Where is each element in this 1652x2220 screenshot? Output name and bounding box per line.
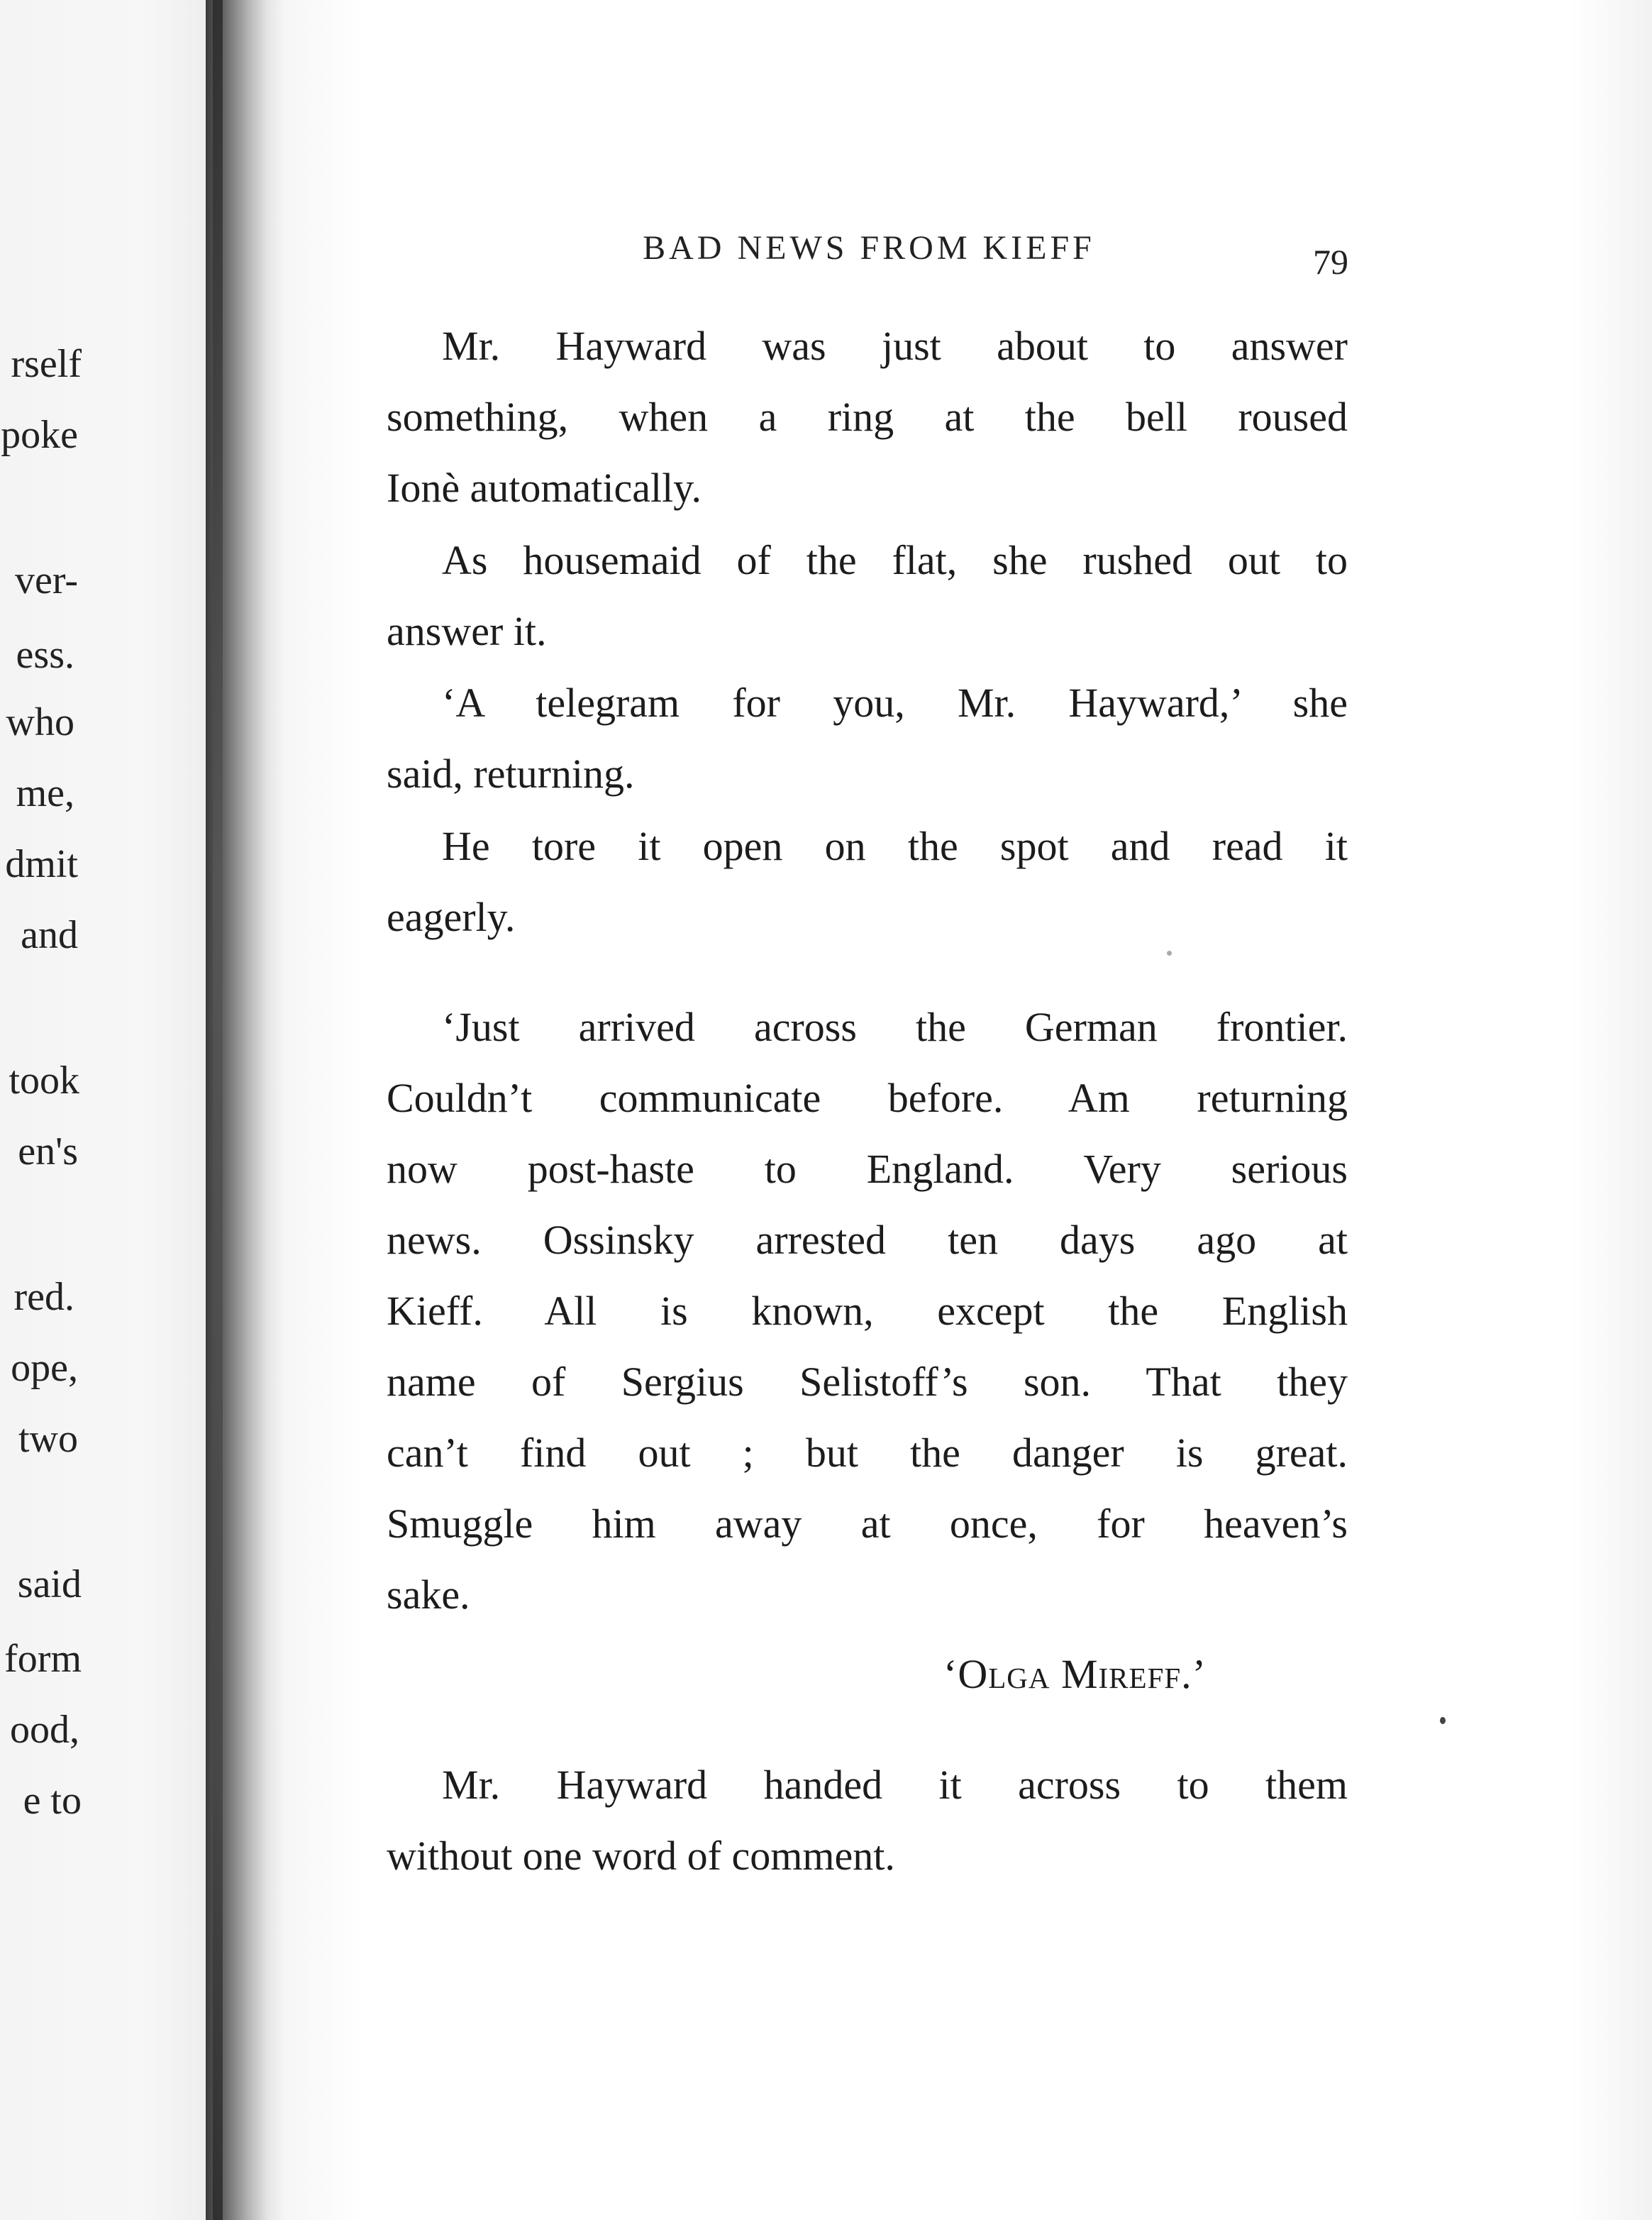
text-line: As housemaid of the flat, she rushed out to — [442, 537, 1348, 583]
telegram-line: Smuggle him away at once, for heaven’s — [387, 1501, 1348, 1547]
running-head: BAD NEWS FROM KIEFF — [643, 229, 1095, 267]
telegram-line: name of Sergius Selistoff’s son. That they — [387, 1359, 1348, 1405]
left-fragment: rself — [11, 342, 82, 386]
left-fragment: red. — [13, 1275, 74, 1319]
left-fragment: form — [4, 1637, 82, 1681]
left-fragment: ver- — [14, 558, 78, 602]
left-fragment: ope, — [11, 1346, 78, 1390]
left-page-fragment — [0, 0, 206, 2220]
text-line: without one word of comment. — [387, 1833, 895, 1879]
page-edge — [213, 0, 223, 2220]
left-fragment: who — [6, 700, 74, 744]
text-line: said, returning. — [387, 751, 635, 797]
left-fragment: and — [21, 913, 78, 957]
text-line: Mr. Hayward handed it across to them — [442, 1762, 1348, 1808]
left-fragment: me, — [16, 771, 74, 815]
text-line: eagerly. — [387, 894, 516, 940]
telegram-line: news. Ossinsky arrested ten days ago at — [387, 1217, 1348, 1263]
left-fragment: e to — [23, 1779, 82, 1823]
text-line: something, when a ring at the bell roused — [387, 394, 1348, 440]
paper-speck — [1440, 1717, 1446, 1724]
telegram-line: Kieff. All is known, except the English — [387, 1288, 1348, 1334]
telegram-signature: ‘Olga Mireff.’ — [943, 1651, 1207, 1697]
paper-speck — [1167, 951, 1172, 956]
page-number: 79 — [1313, 242, 1348, 282]
telegram-line: sake. — [387, 1572, 470, 1618]
text-line: Mr. Hayward was just about to answer — [442, 323, 1348, 369]
left-fragment: en's — [18, 1130, 78, 1173]
text-line: ‘A telegram for you, Mr. Hayward,’ she — [442, 680, 1348, 726]
left-fragment: took — [9, 1059, 79, 1103]
left-fragment: ess. — [16, 633, 74, 677]
text-line: Ionè automatically. — [387, 465, 702, 511]
left-fragment: two — [18, 1417, 78, 1461]
telegram-line: now post-haste to England. Very serious — [387, 1146, 1348, 1192]
telegram-line: can’t find out ; but the danger is great. — [387, 1430, 1348, 1476]
text-line: answer it. — [387, 608, 547, 654]
text-line: He tore it open on the spot and read it — [442, 823, 1348, 869]
left-fragment: poke — [1, 413, 78, 457]
telegram-line: Couldn’t communicate before. Am returning — [387, 1075, 1348, 1121]
left-fragment: ood, — [10, 1708, 79, 1752]
telegram-line: ‘Just arrived across the German frontier. — [442, 1004, 1348, 1050]
left-fragment: said — [17, 1562, 82, 1606]
left-fragment: dmit — [5, 842, 78, 886]
